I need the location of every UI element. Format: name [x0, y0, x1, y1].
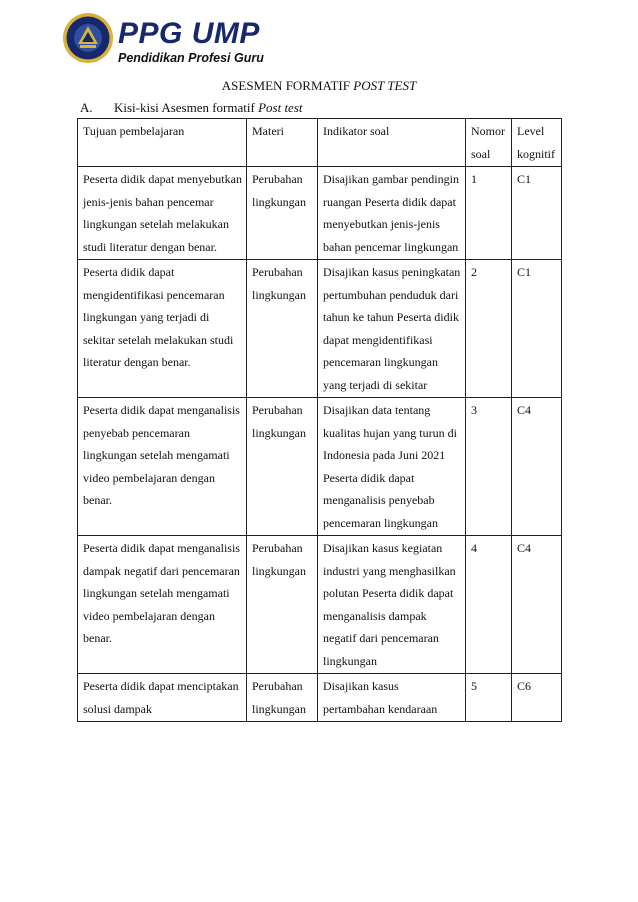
cell-nomor: 4 — [466, 536, 512, 674]
cell-materi: Perubahan lingkungan — [247, 167, 318, 260]
section-label-italic: Post test — [258, 100, 303, 115]
section-letter: A. — [80, 100, 93, 115]
cell-indikator: Disajikan kasus peningkatan pertumbuhan penduduk dari tahun ke tahun Peserta didik dapat mengidentifikasi pencemaran lingkungan yang terjadi di sekitar — [318, 260, 466, 398]
cell-indikator: Disajikan gambar pendingin ruangan Peserta didik dapat menyebutkan jenis-jenis bahan pencemar lingkungan — [318, 167, 466, 260]
table-row — [78, 398, 562, 536]
title-italic: POST TEST — [353, 78, 417, 93]
cell-tujuan: Peserta didik dapat menyebutkan jenis-jenis bahan pencemar lingkungan setelah melakukan studi literatur dengan benar. — [78, 167, 247, 260]
section-heading — [80, 100, 303, 116]
cell-materi: Perubahan lingkungan — [247, 674, 318, 722]
table-row — [78, 167, 562, 260]
cell-materi: Perubahan lingkungan — [247, 398, 318, 536]
cell-indikator: Disajikan kasus kegiatan industri yang menghasilkan polutan Peserta didik dapat menganalisis dampak negatif dari pencemaran lingkungan — [318, 536, 466, 674]
cell-indikator: Disajikan data tentang kualitas hujan yang turun di Indonesia pada Juni 2021 Peserta didik dapat menganalisis penyebab pencemaran lingkungan — [318, 398, 466, 536]
header-tujuan: Tujuan pembelajaran — [78, 119, 247, 167]
cell-level: C1 — [512, 167, 562, 260]
cell-tujuan: Peserta didik dapat menganalisis penyebab pencemaran lingkungan setelah mengamati video pembelajaran dengan benar. — [78, 398, 247, 536]
cell-materi: Perubahan lingkungan — [247, 260, 318, 398]
page-title — [0, 78, 638, 94]
brand-title: PPG UMP — [118, 17, 260, 50]
brand-subtitle: Pendidikan Profesi Guru — [118, 51, 264, 65]
cell-level: C6 — [512, 674, 562, 722]
header-nomor: Nomor soal — [466, 119, 512, 167]
cell-nomor: 5 — [466, 674, 512, 722]
logo — [62, 12, 262, 80]
cell-level: C1 — [512, 260, 562, 398]
cell-nomor: 3 — [466, 398, 512, 536]
header-materi: Materi — [247, 119, 318, 167]
cell-nomor: 2 — [466, 260, 512, 398]
title-plain: ASESMEN FORMATIF — [221, 78, 354, 93]
cell-level: C4 — [512, 536, 562, 674]
kisi-kisi-table — [77, 118, 562, 722]
cell-indikator: Disajikan kasus pertambahan kendaraan — [318, 674, 466, 722]
cell-tujuan: Peserta didik dapat menciptakan solusi dampak — [78, 674, 247, 722]
header-indikator: Indikator soal — [318, 119, 466, 167]
cell-level: C4 — [512, 398, 562, 536]
table-row — [78, 536, 562, 674]
table-row — [78, 260, 562, 398]
cell-nomor: 1 — [466, 167, 512, 260]
header-level: Level kognitif — [512, 119, 562, 167]
cell-tujuan: Peserta didik dapat menganalisis dampak negatif dari pencemaran lingkungan setelah mengamati video pembelajaran dengan benar. — [78, 536, 247, 674]
cell-materi: Perubahan lingkungan — [247, 536, 318, 674]
table-row — [78, 674, 562, 722]
cell-tujuan: Peserta didik dapat mengidentifikasi pencemaran lingkungan yang terjadi di sekitar setelah melakukan studi literatur dengan benar. — [78, 260, 247, 398]
table-header-row — [78, 119, 562, 167]
section-label: Kisi-kisi Asesmen formatif — [114, 100, 259, 115]
university-seal-icon — [62, 12, 114, 64]
